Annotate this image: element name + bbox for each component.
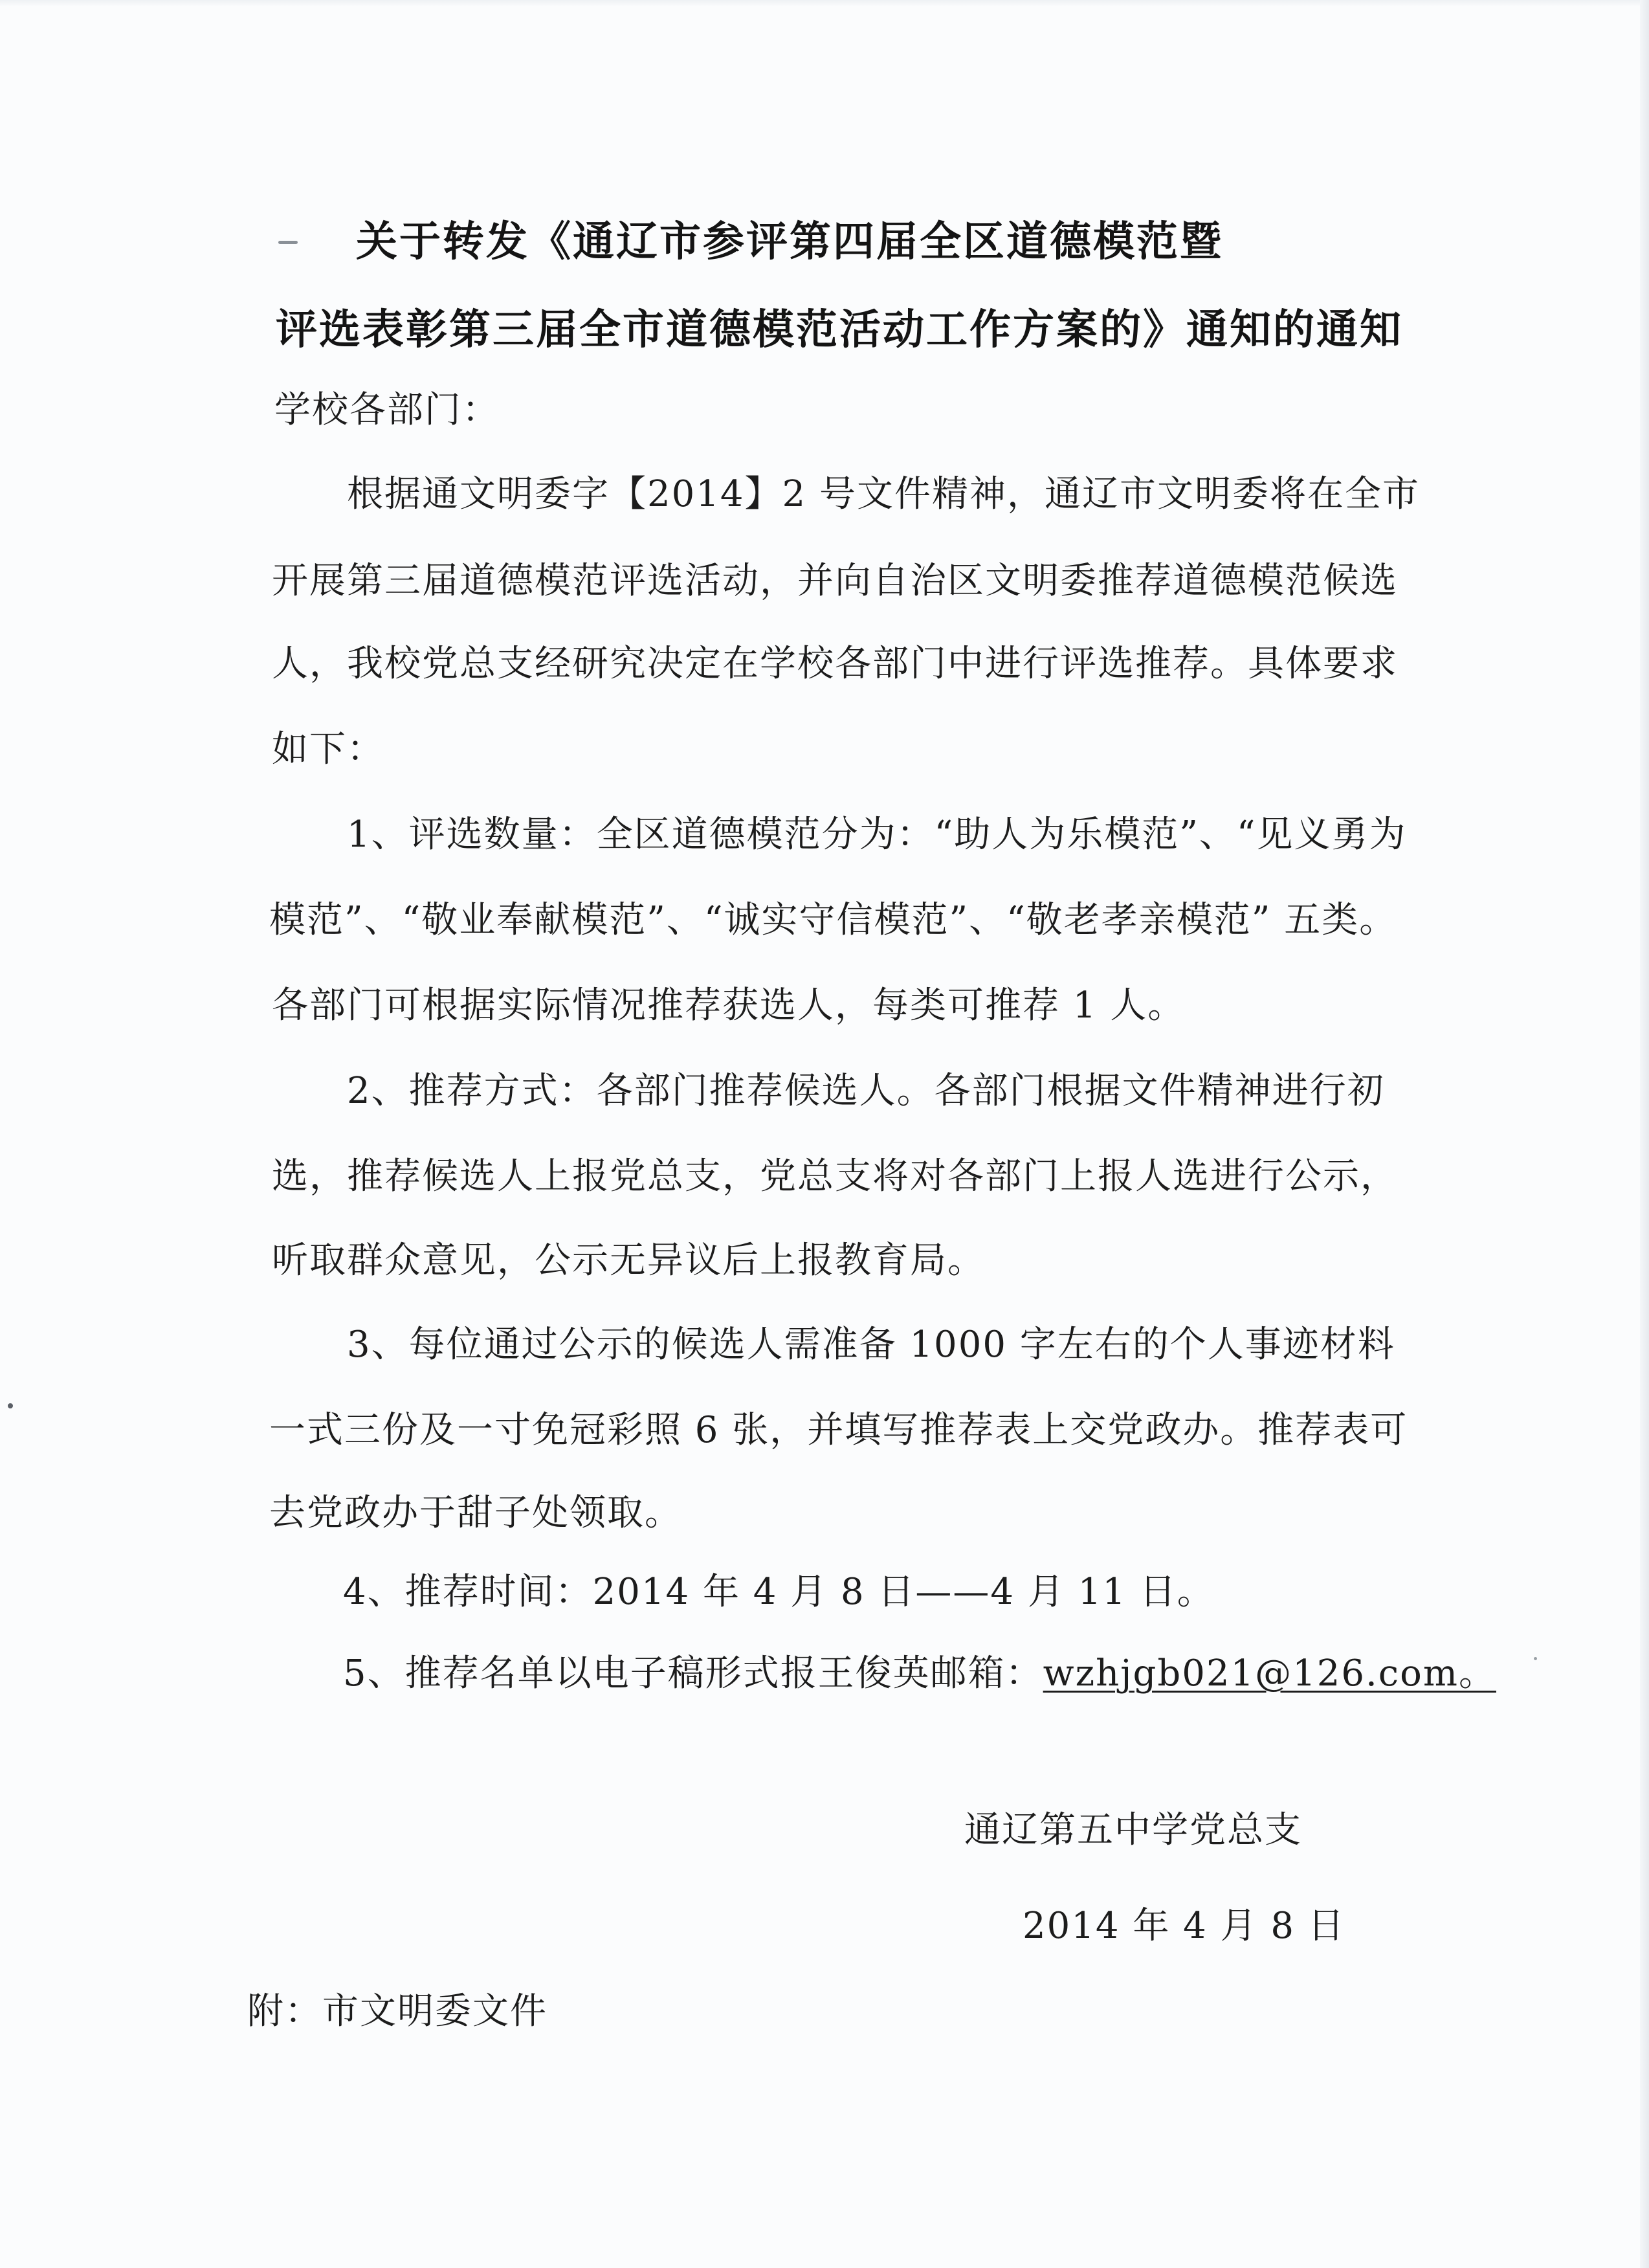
scan-speck [8,1403,13,1408]
scan-shadow-right [1640,0,1649,2268]
salutation: 学校各部门： [274,389,500,431]
item-4: 4、推荐时间：2014 年 4 月 8 日——4 月 11 日。 [343,1571,1215,1613]
intro-line-2: 开展第三届道德模范评选活动，并向自治区文明委推荐道德模范候选 [272,560,1398,602]
email-link[interactable]: wzhjgb021@126.com。 [1043,1652,1496,1695]
item-3-line-1: 3、每位通过公示的候选人需准备 1000 字左右的个人事迹材料 [347,1324,1395,1366]
attachment-note: 附：市文明委文件 [247,1990,548,2032]
item-1-line-2: 模范”、“敬业奉献模范”、“诚实守信模范”、“敬老孝亲模范” 五类。 [269,899,1397,941]
intro-line-4: 如下： [272,728,384,770]
item-1-line-3: 各部门可根据实际情况推荐获选人，每类可推荐 1 人。 [272,984,1186,1027]
item-3-line-2: 一式三份及一寸免冠彩照 6 张，并填写推荐表上交党政办。推荐表可 [269,1409,1408,1451]
signature-date: 2014 年 4 月 8 日 [1023,1905,1345,1947]
signature-org: 通辽第五中学党总支 [964,1809,1302,1851]
item-2-line-1: 2、推荐方式：各部门推荐候选人。各部门根据文件精神进行初 [347,1070,1385,1112]
intro-line-1: 根据通文明委字【2014】2 号文件精神，通辽市文明委将在全市 [347,473,1420,515]
item-2-line-2: 选，推荐候选人上报党总支，党总支将对各部门上报人选进行公示， [272,1155,1398,1197]
item-1-line-1: 1、评选数量：全区道德模范分为：“助人为乐模范”、“见义勇为 [347,814,1407,856]
page-title-line-1: 关于转发《通辽市参评第四届全区道德模范暨 [356,217,1223,266]
scan-shadow-top [0,0,1649,6]
item-5-text: 5、推荐名单以电子稿形式报王俊英邮箱： [343,1652,1043,1695]
intro-line-3: 人，我校党总支经研究决定在学校各部门中进行评选推荐。具体要求 [272,643,1398,685]
scan-speck [1534,1657,1537,1660]
scan-speck [278,241,298,244]
item-3-line-3: 去党政办于甜子处领取。 [269,1492,682,1534]
item-2-line-3: 听取群众意见，公示无异议后上报教育局。 [272,1240,985,1282]
item-5 [343,1649,1496,1698]
page-title-line-2: 评选表彰第三届全市道德模范活动工作方案的》通知的通知 [276,306,1403,354]
